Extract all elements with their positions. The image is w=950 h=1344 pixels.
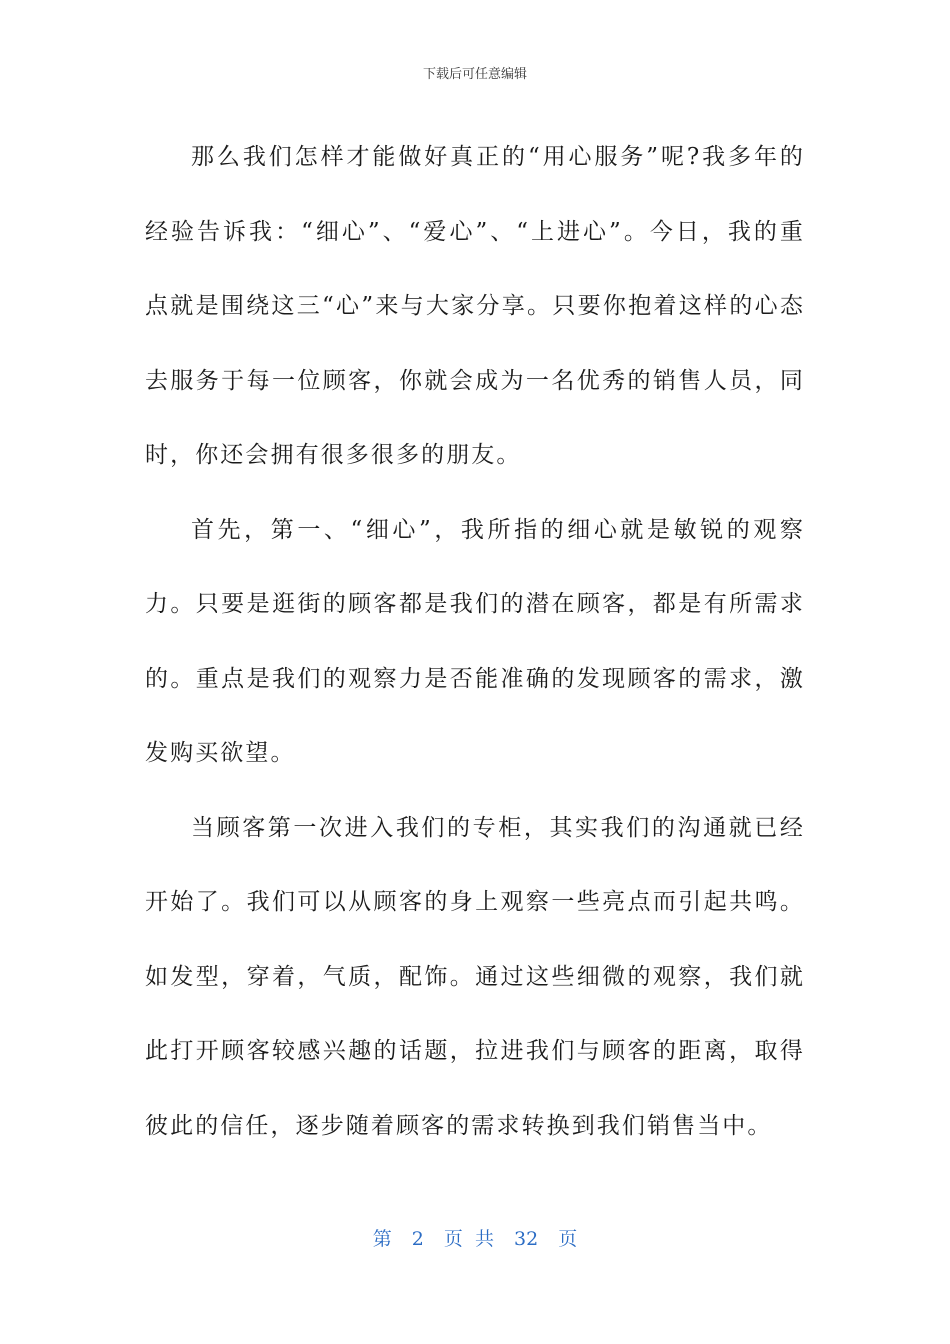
footer-current-page: 2 [411, 1228, 424, 1250]
footer-prefix: 第 [372, 1228, 392, 1250]
document-body [145, 120, 805, 1163]
page-header [0, 66, 950, 84]
paragraph-3: 当顾客第一次进入我们的专柜，其实我们的沟通就已经开始了。我们可以从顾客的身上观察一些亮点而引起共鸣。如发型，穿着，气质，配饰。通过这些细微的观察，我们就此打开顾客较感兴趣的话题，拉进我们与顾客的距离，取得彼此的信任，逐步随着顾客的需求转换到我们销售当中。 [145, 814, 805, 1139]
page-footer [0, 1226, 950, 1252]
footer-middle: 页 共 [443, 1228, 494, 1250]
paragraph-1: 那么我们怎样才能做好真正的“用心服务”呢?我多年的经验告诉我：“细心”、“爱心”、“上进心”。今日，我的重点就是围绕这三“心”来与大家分享。只要你抱着这样的心态去服务于每一位顾客，你就会成为一名优秀的销售人员，同时，你还会拥有很多很多的朋友。 [145, 144, 805, 468]
header-text: 下载后可任意编辑 [422, 67, 527, 82]
footer-total-pages: 32 [514, 1228, 539, 1250]
footer-suffix: 页 [558, 1228, 578, 1250]
paragraph-2: 首先，第一、“细心”，我所指的细心就是敏锐的观察力。只要是逛街的顾客都是我们的潜在顾客，都是有所需求的。重点是我们的观察力是否能准确的发现顾客的需求，激发购买欲望。 [145, 516, 805, 766]
